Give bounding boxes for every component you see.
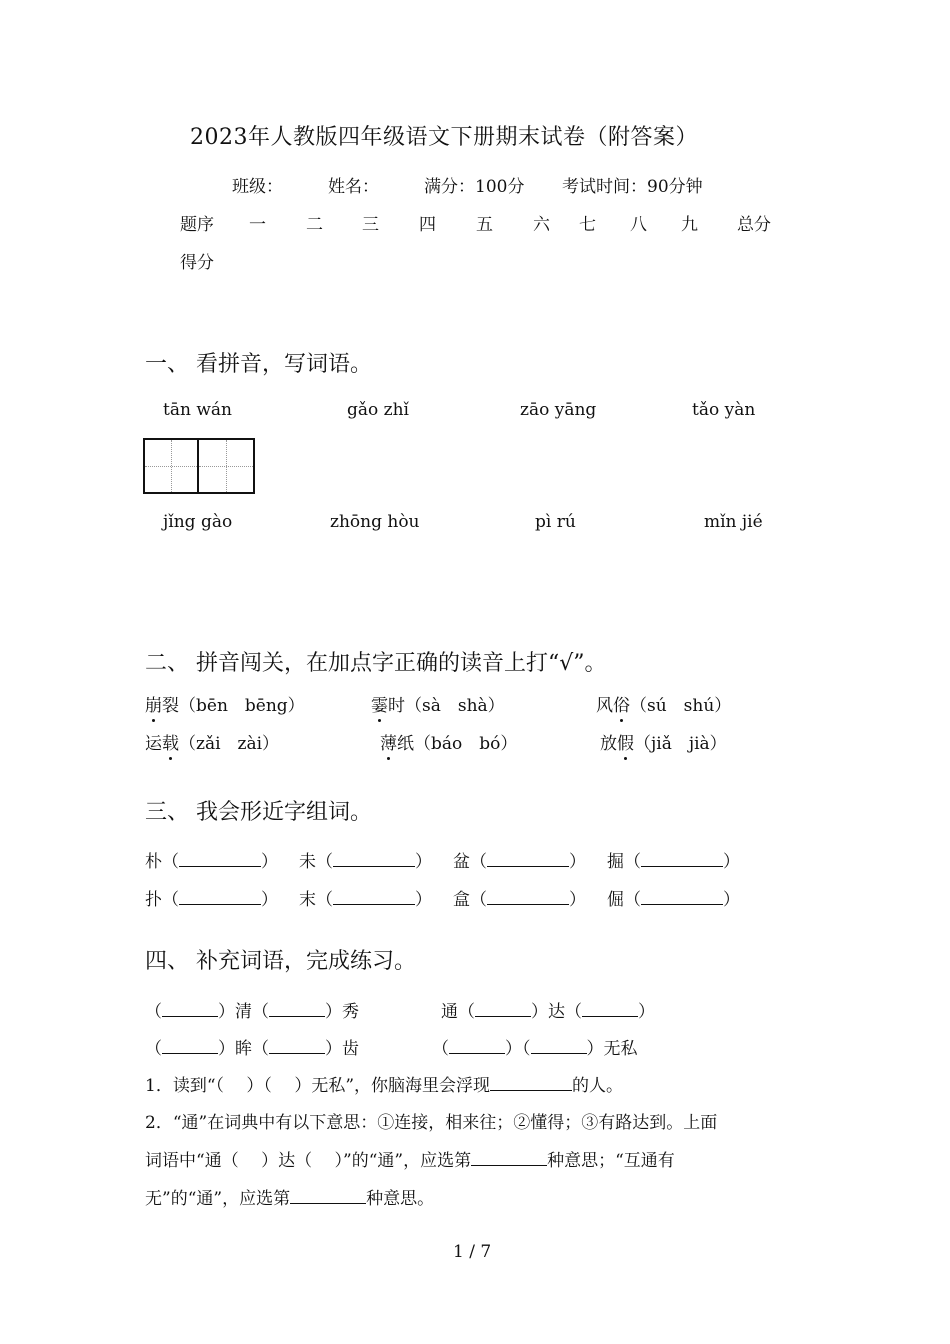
- word-blank[interactable]: 未（ ）: [299, 852, 432, 872]
- question-text: 种意思。: [366, 1189, 435, 1209]
- writing-grid[interactable]: [143, 438, 255, 494]
- answer-blank[interactable]: [531, 1039, 587, 1054]
- answer-blank[interactable]: [641, 890, 723, 905]
- dotted-character: 崩: [145, 691, 162, 716]
- item-text: 风: [596, 696, 613, 716]
- character: 朴: [145, 852, 162, 872]
- answer-blank[interactable]: [449, 1039, 505, 1054]
- section1-heading: 一、 看拼音，写词语。: [145, 352, 372, 377]
- item-text: 裂（bēn bēng）: [162, 696, 305, 716]
- answer-blank[interactable]: [582, 1002, 638, 1017]
- character: 扑: [145, 890, 162, 910]
- dotted-character: 薄: [380, 729, 397, 754]
- word-blank[interactable]: 倔（ ）: [607, 890, 740, 910]
- reading-item[interactable]: [380, 729, 517, 754]
- character: 盒: [453, 890, 470, 910]
- pinyin-item: tān wán: [163, 400, 232, 420]
- item-text: （zǎi zài）: [179, 734, 280, 754]
- name-label: 姓名：: [328, 177, 379, 197]
- word-blank[interactable]: 掘（ ）: [607, 852, 740, 872]
- word-blank[interactable]: 盒（ ）: [453, 890, 586, 910]
- item-text: （jiǎ jià）: [634, 734, 727, 754]
- answer-blank[interactable]: [179, 852, 261, 867]
- item-text: 放: [600, 734, 617, 754]
- score-table-header-5: 五: [476, 215, 493, 235]
- full-score: 满分：100分: [424, 177, 525, 197]
- answer-blank[interactable]: [475, 1002, 531, 1017]
- pinyin-item: zhōng hòu: [330, 512, 420, 532]
- pinyin-item: zāo yāng: [520, 400, 597, 420]
- exam-time: 考试时间：90分钟: [562, 177, 703, 197]
- reading-item[interactable]: [600, 729, 727, 754]
- answer-blank[interactable]: [333, 890, 415, 905]
- reading-item[interactable]: [596, 691, 731, 716]
- idiom-fill[interactable]: （ ）眸（ ）齿: [145, 1039, 359, 1059]
- character: 眸: [235, 1039, 252, 1059]
- item-text: 运: [145, 734, 162, 754]
- pinyin-item: pì rú: [535, 512, 576, 532]
- question-2-line-1: 2．“通”在词典中有以下意思：①连接，相来往；②懂得；③有路达到。上面: [145, 1113, 718, 1133]
- character: 秀: [342, 1002, 359, 1022]
- reading-item[interactable]: [371, 691, 505, 716]
- score-table-header-10: 总分: [737, 215, 771, 235]
- answer-blank[interactable]: [179, 890, 261, 905]
- pinyin-item: gǎo zhǐ: [347, 400, 409, 420]
- answer-blank[interactable]: [269, 1039, 325, 1054]
- pinyin-item: jǐng gào: [163, 512, 233, 532]
- score-table-header-2: 二: [306, 215, 323, 235]
- score-table-header-3: 三: [362, 215, 379, 235]
- answer-blank[interactable]: [162, 1039, 218, 1054]
- question-text: 词语中“通（ ）达（ ）”的“通”，应选第: [145, 1151, 472, 1171]
- page-title: 2023年人教版四年级语文下册期末试卷（附答案）: [190, 125, 698, 150]
- class-label: 班级：: [232, 177, 283, 197]
- guide-line: [145, 466, 197, 467]
- score-table-header-4: 四: [419, 215, 436, 235]
- question-text: 无”的“通”，应选第: [145, 1189, 291, 1209]
- answer-blank[interactable]: [641, 852, 723, 867]
- section2-heading: 二、 拼音闯关，在加点字正确的读音上打“√”。: [145, 651, 607, 676]
- word-blank[interactable]: 朴（ ）: [145, 852, 278, 872]
- page-number: 1 / 7: [453, 1242, 492, 1262]
- dotted-character: 俗: [613, 691, 630, 716]
- guide-line: [199, 466, 253, 467]
- character: 无私: [603, 1039, 638, 1059]
- character: 达: [548, 1002, 565, 1022]
- item-text: （sú shú）: [630, 696, 732, 716]
- score-table-row-label: 得分: [180, 253, 214, 273]
- score-table-header-8: 八: [630, 215, 647, 235]
- dotted-character: 霎: [371, 691, 388, 716]
- grid-cell[interactable]: [199, 440, 253, 492]
- question-2-line-3: [145, 1184, 434, 1209]
- character: 倔: [607, 890, 624, 910]
- idiom-fill[interactable]: 通（ ）达（ ）: [441, 1002, 655, 1022]
- item-text: 纸（báo bó）: [397, 734, 518, 754]
- item-text: 时（sà shà）: [388, 696, 505, 716]
- section3-heading: 三、 我会形近字组词。: [145, 800, 372, 825]
- answer-blank[interactable]: [162, 1002, 218, 1017]
- word-blank[interactable]: 扑（ ）: [145, 890, 278, 910]
- question-2-line-2: [145, 1146, 675, 1171]
- dotted-character: 载: [162, 729, 179, 754]
- idiom-fill[interactable]: （ ）清（ ）秀: [145, 1002, 359, 1022]
- answer-blank[interactable]: [471, 1151, 547, 1166]
- reading-item[interactable]: [145, 691, 305, 716]
- word-blank[interactable]: 末（ ）: [299, 890, 432, 910]
- answer-blank[interactable]: [269, 1002, 325, 1017]
- word-blank[interactable]: 盆（ ）: [453, 852, 586, 872]
- section4-heading: 四、 补充词语，完成练习。: [145, 949, 416, 974]
- question-1: [145, 1071, 623, 1096]
- score-table-header-7: 七: [579, 215, 596, 235]
- score-table-header-1: 一: [249, 215, 266, 235]
- character: 齿: [342, 1039, 359, 1059]
- question-text: 的人。: [572, 1076, 624, 1096]
- answer-blank[interactable]: [487, 890, 569, 905]
- answer-blank[interactable]: [290, 1189, 366, 1204]
- score-table-header-0: 题序: [180, 215, 214, 235]
- answer-blank[interactable]: [333, 852, 415, 867]
- character: 末: [299, 890, 316, 910]
- character: 掘: [607, 852, 624, 872]
- pinyin-item: mǐn jié: [704, 512, 763, 532]
- answer-blank[interactable]: [490, 1076, 572, 1091]
- score-table-header-9: 九: [681, 215, 698, 235]
- question-text: 种意思；“互通有: [547, 1151, 675, 1171]
- character: 盆: [453, 852, 470, 872]
- dotted-character: 假: [617, 729, 634, 754]
- question-text: 1．读到“（ ）（ ）无私”，你脑海里会浮现: [145, 1076, 491, 1096]
- character: 清: [235, 1002, 252, 1022]
- reading-item[interactable]: [145, 729, 279, 754]
- answer-blank[interactable]: [487, 852, 569, 867]
- grid-cell[interactable]: [145, 440, 199, 492]
- idiom-fill[interactable]: （ ）（ ）无私: [432, 1039, 638, 1059]
- score-table-header-6: 六: [533, 215, 550, 235]
- pinyin-item: tǎo yàn: [692, 400, 756, 420]
- character: 未: [299, 852, 316, 872]
- character: 通: [441, 1002, 458, 1022]
